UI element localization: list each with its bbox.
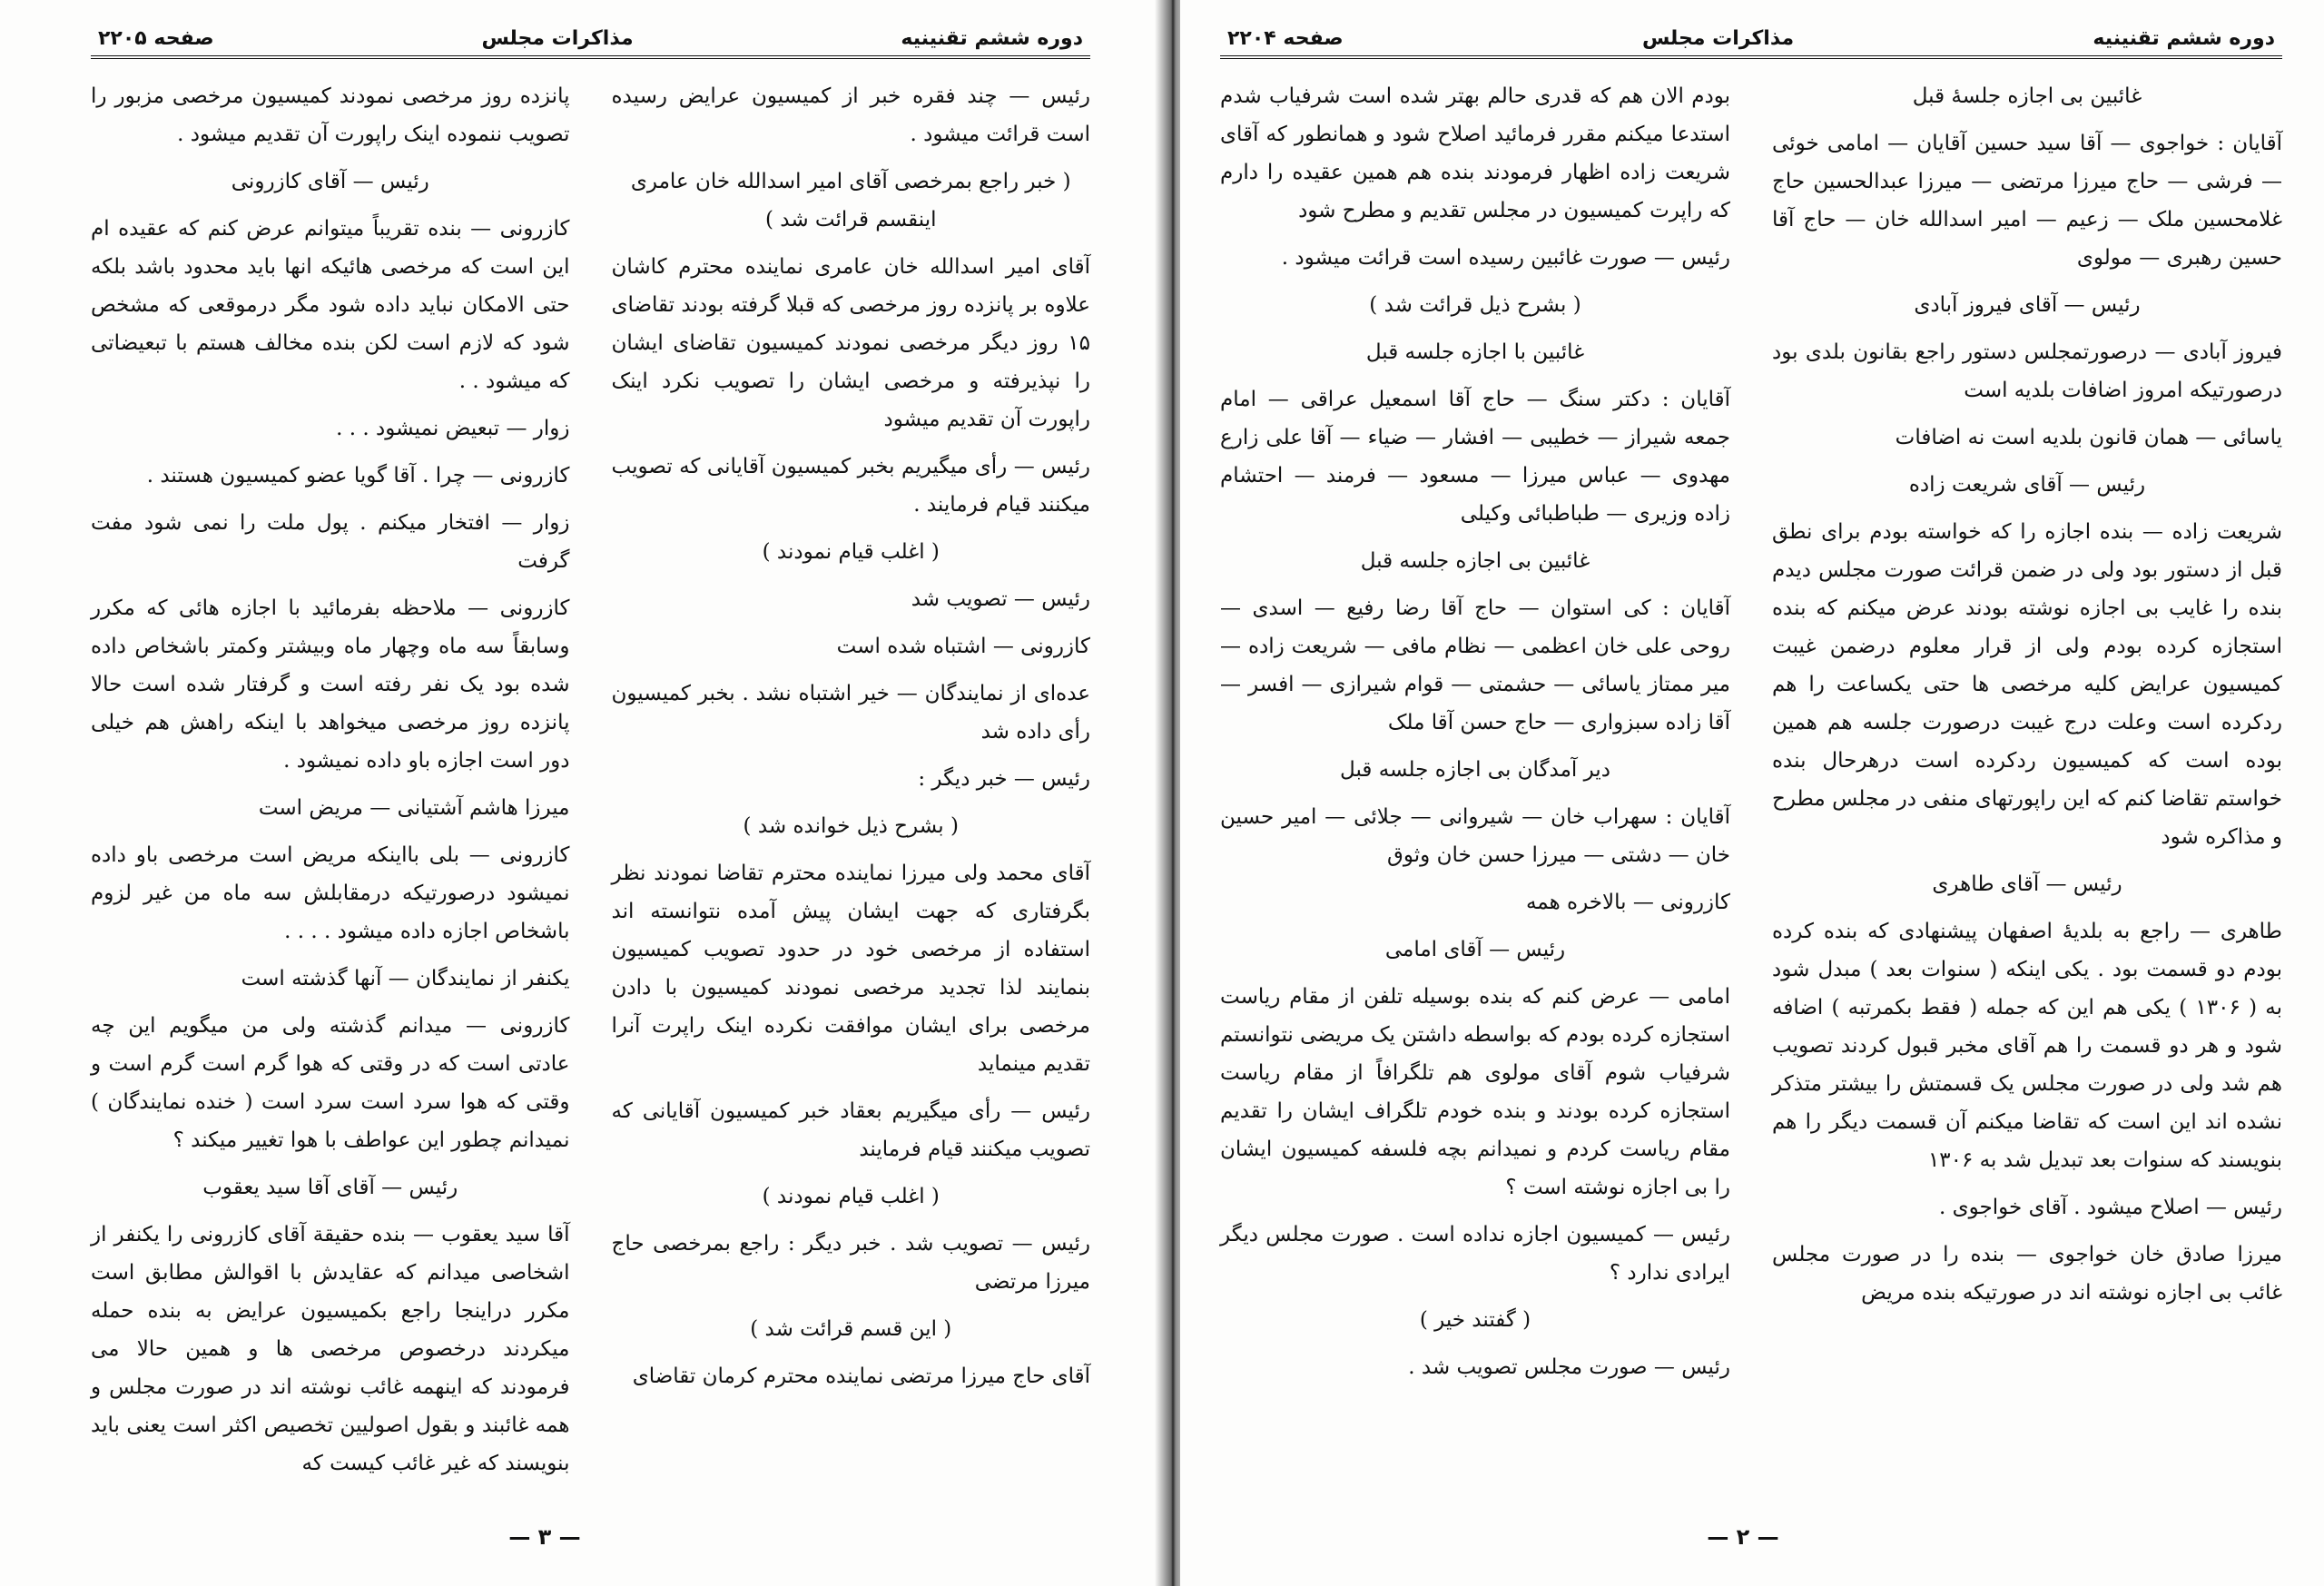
paragraph: کازرونی — ملاحظه بفرمائید با اجازه هائی که مکرر وسابقاً سه ماه وچهار ماه وبیشتر وکمتر باشخاص داده شده بود یک نفر رفته است و گرفتار شده است حالا پانزده روز مرخصی میخواهد با اینکه راهش هم خیلی دور است اجازه باو داده نمیشود . — [91, 596, 570, 773]
right-page-column-left — [1220, 77, 1730, 1395]
paragraph: شریعت زاده — بنده اجازه را که خواسته بودم برای نطق قبل از دستور بود ولی در ضمن قرائت صورت مجلس دیدم بنده را غایب بی اجازه نوشته بودند عرض میکنم که بنده استجازه کرده بودم ولی از قرار معلوم درضمن غیبت کمیسیون عرایض کلیه مرخصی ها حتی یکساعت را هم ردکرده است وعلت درج غیبت درصورت جلسه هم همین بوده است که کمیسیون ردکرده است درهرحال بنده خواستم تقاضا کنم که این راپورتهای منفی در مجلس مطرح و مذاکره شود — [1772, 520, 2282, 849]
left-page-journal-title: دوره ششم تقنینیه — [901, 27, 1083, 50]
right-page-columns — [1220, 77, 2282, 1395]
left-page-number: صفحه ۲۲۰۵ — [98, 27, 214, 50]
right-page — [1180, 0, 2324, 1586]
paragraph: رئیس — آقای امامی — [1384, 938, 1566, 961]
paragraph: رئیس — رأی میگیریم بعقاد خبر کمیسیون آقایانی که تصویب میکنند قیام فرمایند — [611, 1099, 1090, 1161]
paragraph: عده‌ای از نمایندگان — خیر اشتباه نشد . بخبر کمیسیون رأی داده شد — [611, 682, 1090, 744]
paragraph: رئیس — آقای کازرونی — [231, 170, 429, 193]
paragraph: کازرونی — چرا . آقا گویا عضو کمیسیون هستند . — [146, 464, 570, 488]
paragraph: بودم الان هم که قدری حالم بهتر شده است شرفیاب شدم استدعا میکنم مقرر فرمائید اصلاح شود و همانطور که آقای شریعت زاده اظهار فرمودند بنده هم همین عقیده را دارم که راپرت کمیسیون در مجلس تقدیم و مطرح شود — [1220, 84, 1730, 222]
paragraph: آقایان : دکتر سنگ — حاج آقا اسمعیل عراقی — امام جمعه شیراز — خطیبی — افشار — ضیاء — آقا علی زارع مهدوی — عباس میرزا — مسعود — فرمند — احتشام زاده وزیری — طباطبائی وکیلی — [1220, 388, 1730, 526]
paragraph: میرزا هاشم آشتیانی — مریض است — [258, 796, 570, 820]
left-page-section-title: مذاکرات مجلس — [481, 27, 634, 50]
paragraph: آقایان : سهراب خان — شیروانی — جلائی — امیر حسین خان — دشتی — میرزا حسن خان وثوق — [1220, 805, 1730, 867]
paragraph: رئیس — آقای طاهری — [1932, 872, 2122, 896]
left-page-columns — [91, 77, 1090, 1492]
paragraph: رئیس — رأی میگیریم بخبر کمیسیون آقایانی که تصویب میکنند قیام فرمایند . — [611, 455, 1090, 517]
paragraph: رئیس — آقای شریعت زاده — [1908, 473, 2146, 497]
paragraph: آقایان : کی استوان — حاج آقا رضا رفیع — اسدی — روحی علی خان اعظمی — نظام مافی — شریعت زاده — میر ممتاز یاسائی — حشمتی — قوام شیرازی — افسر — آقا زاده سبزواری — حاج حسن آقا ملک — [1220, 596, 1730, 734]
paragraph: آقای محمد ولی میرزا نماینده محترم تقاضا نمودند نظر بگرفتاری که جهت ایشان پیش آمده نتوانسته اند استفاده از مرخصی خود در حدود تصویب کمیسیون بنمایند لذا تجدید مرخصی نمودند کمیسیون با دادن مرخصی برای ایشان موافقت نکرده اینک راپرت آنرا تقدیم مینماید — [611, 862, 1090, 1076]
paragraph: طاهری — راجع به بلدیهٔ اصفهان پیشنهادی که بنده کرده بودم دو قسمت بود . یکی اینکه ( سنوات بعد ) مبدل شود به ( ۱۳۰۶ ) یکی هم این که جمله ( فقط بکمرتبه ) اضافه شود و هر دو قسمت را هم آقای مخبر قبول کردند تصویب هم شد ولی در صورت مجلس یک قسمتش را بیشتر متذکر نشده اند این است که تقاضا میکنم آن قسمت دیگر را هم بنویسند که سنوات بعد تبدیل شد به ۱۳۰۶ — [1772, 920, 2282, 1172]
right-page-folio: — ۲ — — [1707, 1524, 1779, 1550]
left-page-column-left — [91, 77, 570, 1492]
left-page-running-head — [91, 24, 1090, 59]
right-page-journal-title: دوره ششم تقنینیه — [2093, 27, 2275, 50]
right-page-section-title: مذاکرات مجلس — [1641, 27, 1795, 50]
paragraph: پانزده روز مرخصی نمودند کمیسیون مرخصی مزبور را تصویب ننموده اینک راپورت آن تقدیم میشود . — [91, 84, 570, 146]
paragraph: کازرونی — بنده تقریباً میتوانم عرض کنم که عقیده ام این است که مرخصی هائیکه انها باید محدود باشد بلکه حتی الامکان نباید داده شود مگر درموقعی که مشخص شود که لازم است لکن بنده مخالف هستم با تبعیضاتی که میشود . . — [91, 217, 570, 393]
paragraph: زوار — تبعیض نمیشود . . . — [336, 417, 570, 440]
paragraph: امامی — عرض کنم که بنده بوسیله تلفن از مقام ریاست استجازه کرده بودم که بواسطه داشتن یک مریضی نتوانستم شرفیاب شوم آقای مولوی هم تلگرافاً از مقام ریاست استجازه کرده بودند و بنده خودم تلگراف ایشان را تقدیم مقام ریاست کردم و نمیدانم بچه فلسفه کمیسیون ایشان را بی اجازه نوشته است ؟ — [1220, 985, 1730, 1199]
paragraph: زوار — افتخار میکنم . پول ملت را نمی شود مفت گرفت — [91, 511, 570, 573]
paragraph: رئیس — خبر دیگر : — [918, 767, 1090, 791]
paragraph: رئیس — چند فقره خبر از کمیسیون عرایض رسیده است قرائت میشود . — [611, 84, 1090, 146]
paragraph: میرزا صادق خان خواجوی — بنده را در صورت مجلس غائب بی اجازه نوشته اند در صورتیکه بنده مریض — [1772, 1243, 2282, 1305]
paragraph: آقایان : خواجوی — آقا سید حسین آقایان — امامی خوئی — فرشی — حاج میرزا مرتضی — میرزا عبدالحسین حاج غلامحسین ملک — زعیم — امیر اسدالله خان — حاج آقا حسین رهبری — مولوی — [1772, 132, 2282, 270]
paragraph: ( بشرح ذیل خوانده شد ) — [743, 814, 959, 838]
paragraph: کازرونی — بالاخره همه — [1525, 891, 1730, 914]
paragraph: کازرونی — اشتباه شده است — [836, 635, 1090, 658]
paragraph: غائبین بی اجازه جلسهٔ قبل — [1912, 84, 2142, 108]
paragraph: یکنفر از نمایندگان — آنها گذشته است — [241, 967, 570, 990]
paragraph: فیروز آبادی — درصورتمجلس دستور راجع بقانون بلدی بود درصورتیکه امروز اضافات بلدیه است — [1772, 340, 2282, 402]
paragraph: ( گفتند خیر ) — [1419, 1308, 1531, 1332]
paragraph: رئیس — اصلاح میشود . آقای خواجوی . — [1939, 1196, 2282, 1219]
paragraph: رئیس — تصویب شد — [911, 587, 1090, 611]
paragraph: رئیس — صورت غائبین رسیده است قرائت میشود . — [1281, 246, 1730, 270]
paragraph: رئیس — آقای آقا سید یعقوب — [202, 1176, 458, 1199]
paragraph: رئیس — کمیسیون اجازه نداده است . صورت مجلس دیگر ایرادی ندارد ؟ — [1220, 1223, 1730, 1285]
paragraph: یاسائی — همان قانون بلدیه است نه اضافات — [1895, 426, 2282, 449]
left-page-folio: — ۳ — — [508, 1524, 581, 1550]
paragraph: رئیس — آقای فیروز آبادی — [1914, 293, 2141, 317]
right-page-column-right — [1772, 77, 2282, 1395]
paragraph: رئیس — تصویب شد . خبر دیگر : راجع بمرخصی حاج میرزا مرتضی — [611, 1232, 1090, 1294]
paragraph: ( بشرح ذیل قرائت شد ) — [1369, 293, 1581, 317]
paragraph: آقا سید یعقوب — بنده حقیقة آقای کازرونی را یکنفر از اشخاصی میدانم که عقایدش با اقوالش مطابق است مکرر دراینجا راجع بکمیسیون عرایض به بنده حمله میکردند درخصوص مرخصی ها و همین حالا می فرمودند که اینهمه غائب نوشته اند در صورت مجلس و همه غائبند و بقول اصولیین تخصیص اکثر است یعنی باید بنویسند که غیر غائب کیست که — [91, 1223, 570, 1475]
paragraph: غائبین بی اجازه جلسه قبل — [1360, 549, 1590, 573]
paragraph: رئیس — صورت مجلس تصویب شد . — [1408, 1355, 1730, 1379]
paragraph: آقای امیر اسدالله خان عامری نماینده محترم کاشان علاوه بر پانزده روز مرخصی که قبلا گرفته بودند تقاضای ۱۵ روز دیگر مرخصی نمودند کمیسیون تقاضای ایشان را نپذیرفته و مرخصی ایشان را تصویب نکرد اینک راپورت آن تقدیم میشود — [611, 255, 1090, 431]
paragraph: ( این قسم قرائت شد ) — [750, 1317, 952, 1341]
paragraph: کازرونی — بلی بااینکه مریض است مرخصی باو داده نمیشود درصورتیکه درمقابلش سه ماه من غیر لزوم باشخاص اجازه داده میشود . . . . — [91, 843, 570, 943]
paragraph: ( اغلب قیام نمودند ) — [762, 540, 940, 564]
paragraph: ( اغلب قیام نمودند ) — [762, 1185, 940, 1208]
left-page-column-right — [612, 77, 1091, 1492]
paragraph: دیر آمدگان بی اجازه جلسه قبل — [1340, 758, 1610, 782]
right-page-running-head — [1220, 24, 2282, 59]
right-page-number: صفحه ۲۲۰۴ — [1227, 27, 1344, 50]
paragraph: ( خبر راجع بمرخصی آقای امیر اسدالله خان عامری اینقسم قرائت شد ) — [630, 170, 1071, 231]
paragraph: آقای حاج میرزا مرتضی نماینده محترم کرمان تقاضای — [632, 1364, 1090, 1388]
paragraph: غائبین با اجازه جلسه قبل — [1365, 340, 1585, 364]
paragraph: کازرونی — میدانم گذشته ولی من میگویم این چه عادتی است که در وقتی که هوا گرم است گرم است و وقتی که هوا سرد است سرد است ( خنده نمایندگان ) نمیدانم چطور این عواطف با هوا تغییر میکند ؟ — [91, 1014, 570, 1152]
